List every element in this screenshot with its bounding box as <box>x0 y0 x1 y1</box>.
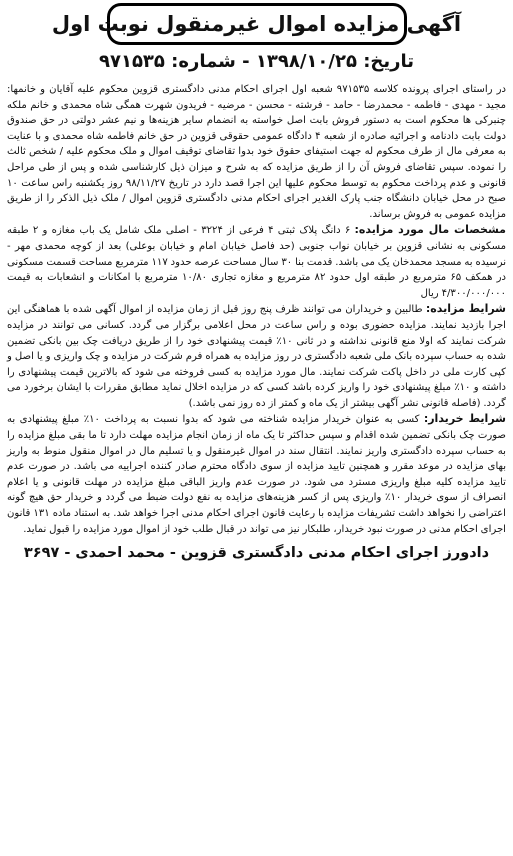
signature-line: دادورز اجرای احکام مدنی دادگستری قزوین - محمد احمدی - ۳۶۹۷ <box>23 545 490 562</box>
specs-text: ۶ دانگ پلاک ثبتی ۴ فرعی از ۳۲۲۴ - اصلی ملک شامل یک باب مغازه و ۲ طبقه مسکونی به نشانی قزوین بر خیابان نواب جنوبی (حد فاصل خیابان امام و خیابان بوعلی) بعد از کوچه محمدی مهر - نرسیده به مسجد محمدخان یک می باشد. قدمت بنا ۳۰ سال مساحت عرصه حدود ۱۱۷ مترمربع مساحت قسمت مسکونی در همکف ۶۵ مترمربع در طبقه اول حدود ۸۲ مترمربع و مغازه تجاری ۱۰/۸۰ مترمربع با امکانات و انشعابات به قیمت ۴/۳۰۰/۰۰۰/۰۰۰ ریال <box>7 225 507 299</box>
date-and-number: تاریخ: ۱۳۹۸/۱۰/۲۵ - شماره: ۹۷۱۵۳۵ <box>98 51 415 72</box>
specs-heading: مشخصات مال مورد مزایده: <box>354 223 506 237</box>
notice-body <box>4 82 509 537</box>
buyer-conditions-heading: شرایط خریدار: <box>423 412 506 426</box>
specs-paragraph <box>7 222 506 301</box>
bid-conditions-heading: شرایط مزایده: <box>425 302 506 316</box>
bid-conditions-paragraph <box>7 301 506 411</box>
title-frame <box>51 3 462 45</box>
intro-paragraph: در راستای اجرای پرونده کلاسه ۹۷۱۵۳۵ شعبه اول اجرای احکام مدنی دادگستری قزوین محکوم علیه آقایان و خانمها: مجید - مهدی - فاطمه - محمدرضا - حامد - فرشته - محسن - مرضیه - فریدون شهرت همگی شاه محمدی و خانم ملکه چنبرکی ها محکوم است به دستور فروش بابت اصل خواسته به انضمام سایر هزینه‌ها و نیم عشر دولتی در حق صندوق دولت بابت دادنامه و اجرائیه صادره از شعبه ۴ دادگاه عمومی حقوقی قزوین در حق خانم فاطمه شاه محمدی و با عنایت به معرفی مال از طرف محکوم له جهت استیفای حقوق خود بدوا تقاضای توقیف اموال و ملک محکوم علیه / شخص ثالث را نموده. سپس تقاضای فروش آن را از طریق مزایده که به شرح و میزان ذیل کارشناسی شده و پس از طی مراحل قانونی و عدم پرداخت محکوم به توسط محکوم علیها این اجرا قصد دارد در تاریخ ۹۸/۱۱/۲۷ روز یکشنبه راس ساعت ۱۰ صبح در محل خیابان دانشگاه جنب پارک الغدیر اجرای احکام مدنی دادگستری قزوین اموال / ملک ذیل الذکر را از طریق مزایده عمومی به فروش برساند. <box>7 84 506 220</box>
buyer-conditions-paragraph <box>7 411 506 537</box>
notice-title: آگهی مزایده اموال غیرمنقول نوبت اول <box>51 11 462 36</box>
bid-conditions-text: طالبین و خریداران می توانند ظرف پنج روز قبل از زمان مزایده از اموال آگهی شده با هماهنگی این اجرا بازدید نمایند. مزایده حضوری بوده و راس ساعت در محل اعلامی برگزار می گردد. کسانی می توانند در مزایده شرکت نمایند که اولا منع قانونی نداشته و در ثانی ۱۰٪ قیمت پیشنهادی خود را از طریق دریافت چک بین بانکی تضمین شده به حساب سپرده بانک ملی شعبه دادگستری در روز مزایده به همراه فرم شرکت در مزایده و چک واریزی و یا اصل و کپی کارت ملی در داخل پاکت شرکت نمایند. مال مورد مزایده به کسی فروخته می شود که بالاترین قیمت پیشنهادی را داشته و ۱۰٪ مبلغ پیشنهادی خود را واریز کرده باشد کسی که در مزایده اخلال نماید مطابق مقررات با ایشان برخورد می گردد. (فاصله قانونی نشر آگهی بیشتر از یک ماه و کمتر از ده روز نمی باشد.) <box>7 304 507 409</box>
buyer-conditions-text: کسی به عنوان خریدار مزایده شناخته می شود که بدوا نسبت به پرداخت ۱۰٪ مبلغ پیشنهادی به صورت چک بانکی تضمین شده اقدام و سپس حداکثر تا یک ماه از زمان انجام مزایده مهلت دارد تا ما بقی مبلغ مزایده را به حساب سپرده دادگستری واریز نمایند. انتقال سند در اموال غیرمنقول و یا تسلیم مال در اموال منقول منوط به واریز بهای مزایده در موعد مقرر و همچنین تایید مزایده از سوی دادگاه محترم صادر کننده اجراییه می باشد. در صورت عدم تایید مزایده کلیه مبلغ واریزی مسترد می شود. در صورت عدم واریز الباقی مبلغ مزایده در مهلت قانونی و یا اعلام انصراف از سوی خریدار ۱۰٪ واریزی پس از کسر هزینه‌های مزایده به نفع دولت ضبط می گردد و خریدار حق هیچ گونه اعتراضی را نخواهد داشت تشریفات مزایده با رعایت قانون اجرای احکام مدنی اجرا خواهد شد. به استناد ماده ۱۳۱ قانون اجرای احکام مدنی در صورت نبود خریدار، طلبکار نیز می تواند در قبال طلب خود از اموال مورد مزایده را قبول نماید. <box>7 414 506 535</box>
